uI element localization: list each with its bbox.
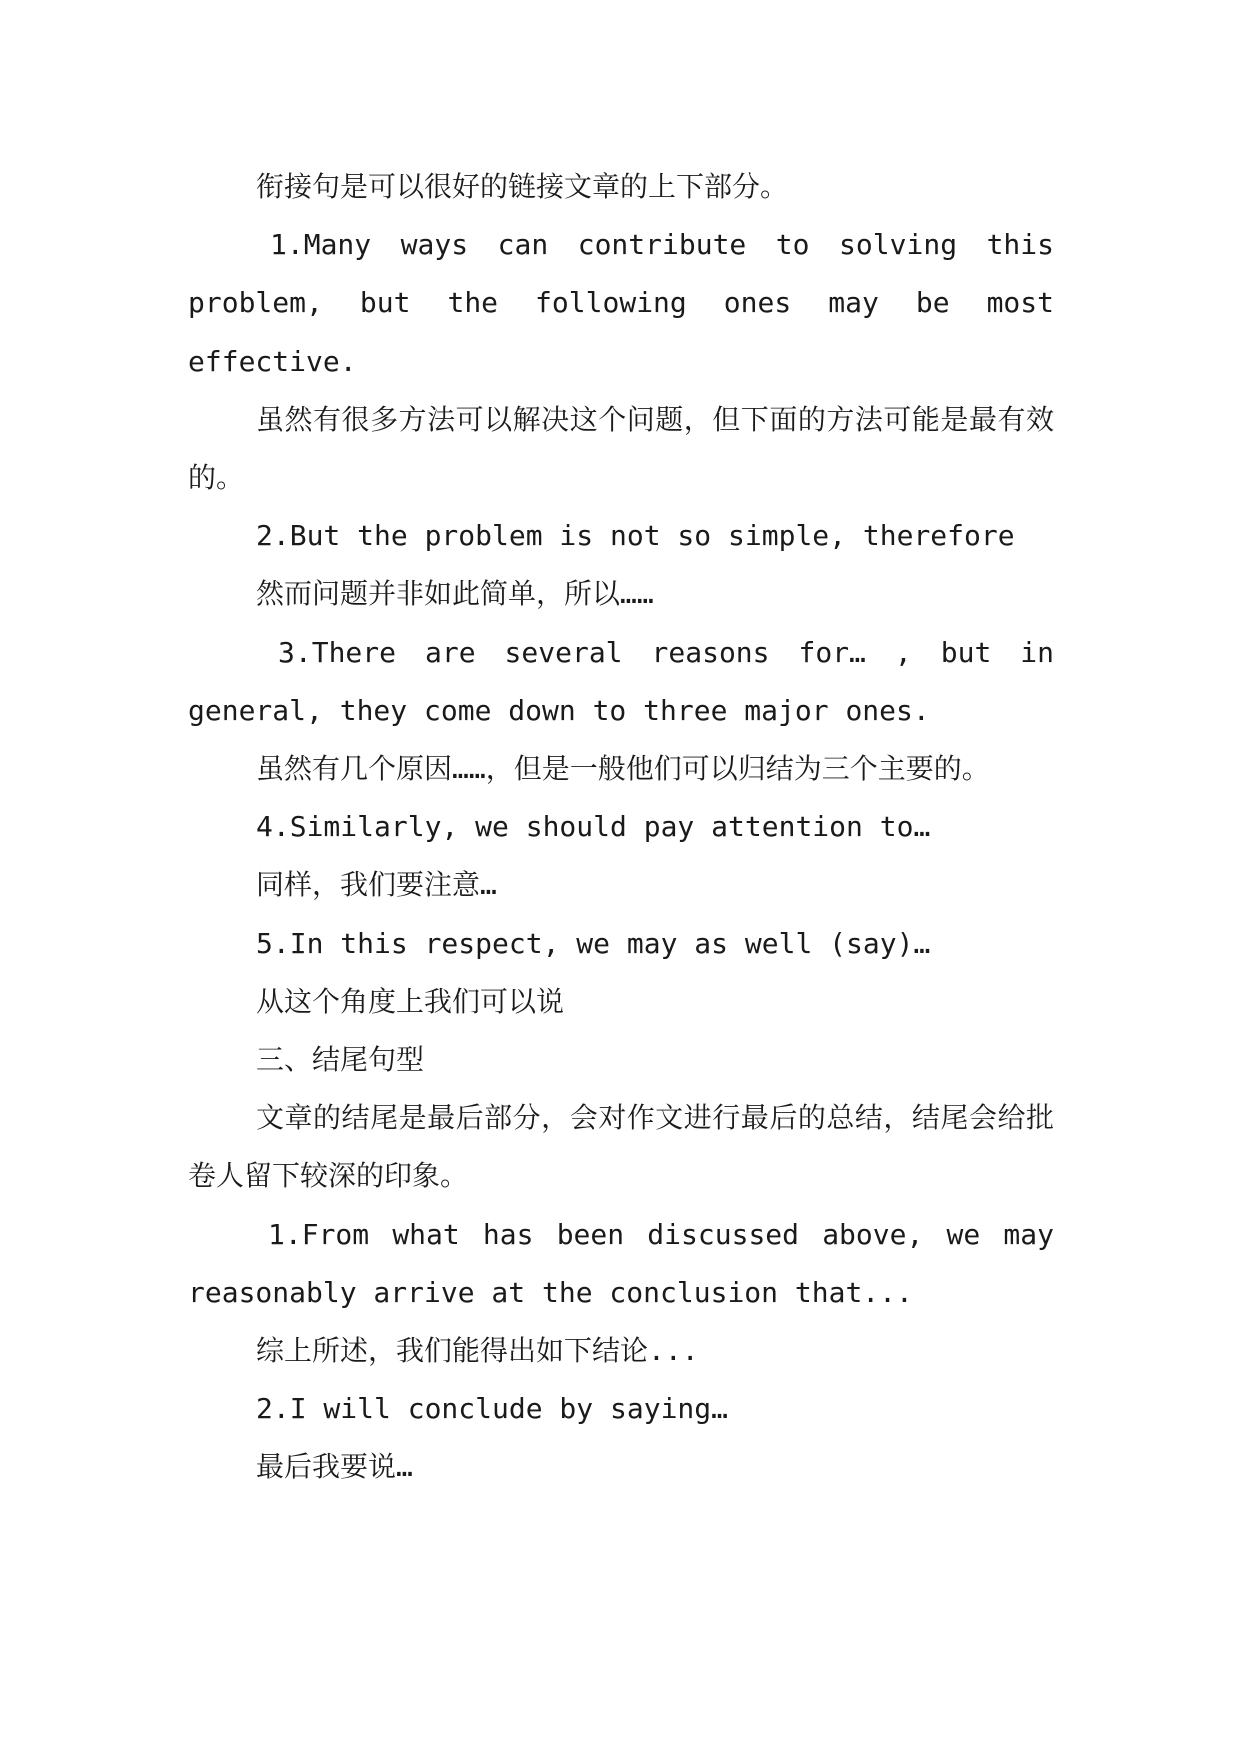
paragraph-phrase-3-zh: 虽然有几个原因……，但是一般他们可以归结为三个主要的。	[256, 752, 990, 786]
paragraph-phrase-1-en: 1.Many ways can contribute to solving this problem, but the following ones may be most effective.	[188, 228, 1054, 378]
paragraph-phrase-2-zh: 然而问题并非如此简单，所以……	[256, 577, 654, 611]
paragraph-phrase-4-zh: 同样，我们要注意…	[256, 868, 497, 902]
section-heading-conclusion: 三、结尾句型	[256, 1043, 425, 1077]
paragraph-phrase-4-en: 4.Similarly, we should pay attention to…	[256, 810, 931, 844]
paragraph-conclusion-1-zh: 综上所述，我们能得出如下结论...	[256, 1334, 699, 1368]
paragraph-phrase-5-en: 5.In this respect, we may as well (say)…	[256, 926, 931, 960]
paragraph-conclusion-intro: 文章的结尾是最后部分，会对作文进行最后的总结，结尾会给批卷人留下较深的印象。	[188, 1101, 1054, 1193]
paragraph-phrase-5-zh: 从这个角度上我们可以说	[256, 984, 565, 1018]
paragraph-conclusion-2-zh: 最后我要说…	[256, 1450, 413, 1484]
paragraph-conclusion-2-en: 2.I will conclude by saying…	[256, 1392, 729, 1426]
paragraph-phrase-2-en: 2.But the problem is not so simple, therefore	[256, 519, 1015, 553]
paragraph-cohesion-intro: 衔接句是可以很好的链接文章的上下部分。	[256, 170, 789, 203]
paragraph-phrase-3-en: 3.There are several reasons for… , but in general, they come down to three major ones.	[188, 635, 1054, 727]
paragraph-phrase-1-zh: 虽然有很多方法可以解决这个问题，但下面的方法可能是最有效的。	[188, 402, 1054, 495]
paragraph-conclusion-1-en: 1.From what has been discussed above, we may reasonably arrive at the conclusion that...	[188, 1217, 1054, 1309]
document-body	[188, 158, 1054, 1497]
